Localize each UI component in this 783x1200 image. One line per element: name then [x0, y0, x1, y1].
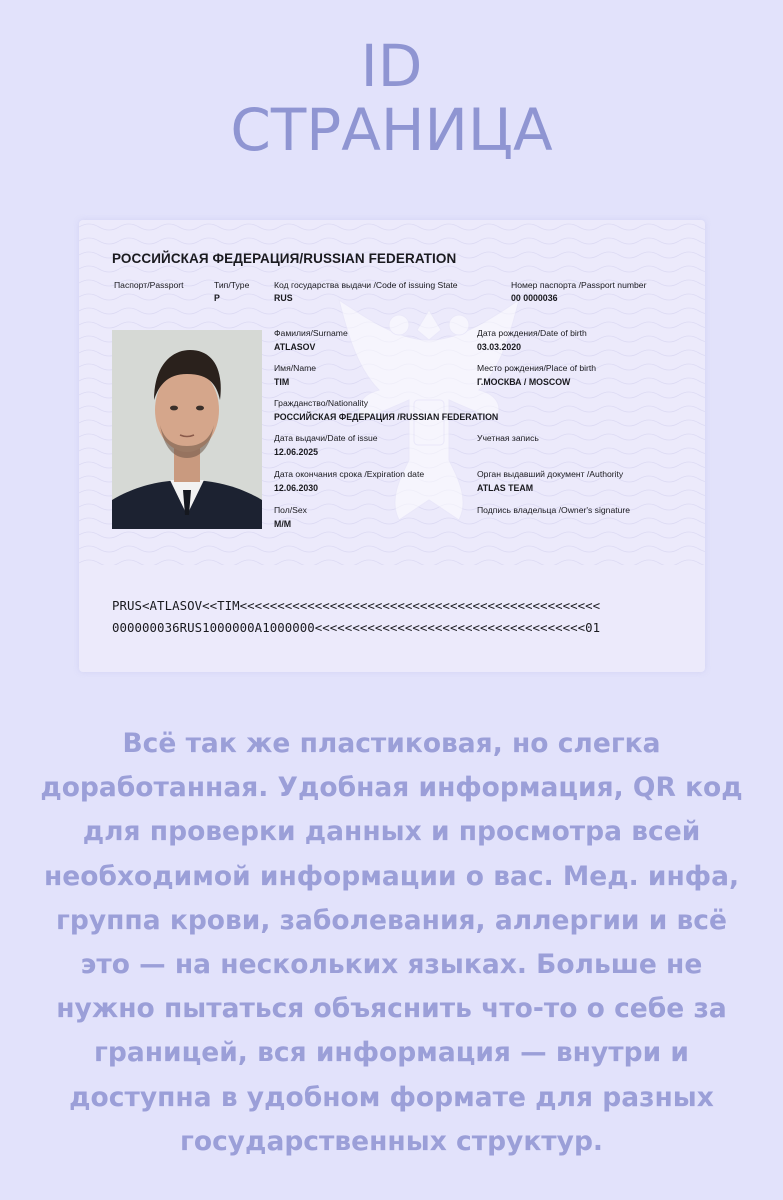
record-label: Учетная запись	[477, 433, 539, 443]
expiry-date-label: Дата окончания срока /Expiration date	[274, 469, 425, 479]
holder-photo	[112, 330, 262, 529]
expiry-date-value: 12.06.2030	[274, 483, 319, 493]
birth-date-label: Дата рождения/Date of birth	[477, 328, 587, 338]
issue-date-value: 12.06.2025	[274, 447, 319, 457]
birth-place-label: Место рождения/Place of birth	[477, 363, 597, 373]
authority-label: Орган выдавший документ /Authority	[477, 469, 624, 479]
nationality-label: Гражданство/Nationality	[274, 398, 369, 408]
nationality-value: РОССИЙСКАЯ ФЕДЕРАЦИЯ /RUSSIAN FEDERATION	[274, 412, 499, 422]
name-value: TIM	[274, 377, 290, 387]
birth-date-value: 03.03.2020	[477, 342, 522, 352]
birth-place-value: Г.МОСКВА / MOSCOW	[477, 377, 571, 387]
authority-value: ATLAS TEAM	[477, 483, 534, 493]
passport-number-value: 00 0000036	[511, 293, 558, 303]
description-text: Всё так же пластиковая, но слегка доработанная. Удобная информация, QR код для проверки данных и просмотра всей необходимой информации о вас. Мед. инфа, группа крови, заболевания, аллергии и всё это — на нескольких языках. Больше не нужно пытаться объяснить что-то о себе за границей, вся информация — внутри и доступна в удобном формате для разных государственных структур.	[40, 728, 743, 1157]
name-label: Имя/Name	[274, 363, 317, 373]
page-title-line-1: ID	[360, 32, 423, 100]
state-code-label: Код государства выдачи /Code of issuing State	[274, 280, 458, 290]
issue-date-label: Дата выдачи/Date of issue	[274, 433, 378, 443]
coat-of-arms-emblem	[329, 280, 529, 540]
mrz-line-1: PRUS<ATLASOV<<TIM<<<<<<<<<<<<<<<<<<<<<<<<<<<<<<<<<<<<<<<<<<<<<<<<	[112, 598, 601, 613]
doc-type-label: Паспорт/Passport	[114, 280, 184, 290]
passport-number-label: Номер паспорта /Passport number	[511, 280, 647, 290]
state-code-value: RUS	[274, 293, 293, 303]
signature-label: Подпись владельца /Owner's signature	[477, 505, 631, 515]
page-title	[0, 34, 783, 162]
mrz-line-2: 000000036RUS1000000A1000000<<<<<<<<<<<<<<<<<<<<<<<<<<<<<<<<<<<<01	[112, 620, 601, 635]
passport-header: РОССИЙСКАЯ ФЕДЕРАЦИЯ/RUSSIAN FEDERATION	[112, 251, 457, 266]
type-value: P	[214, 293, 220, 303]
sex-value: M/M	[274, 519, 292, 529]
sex-label: Пол/Sex	[274, 505, 307, 515]
passport-id-page	[79, 220, 705, 672]
surname-value: ATLASOV	[274, 342, 316, 352]
surname-label: Фамилия/Surname	[274, 328, 348, 338]
page-title-line-2: СТРАНИЦА	[230, 96, 553, 164]
type-label: Тип/Type	[214, 280, 250, 290]
